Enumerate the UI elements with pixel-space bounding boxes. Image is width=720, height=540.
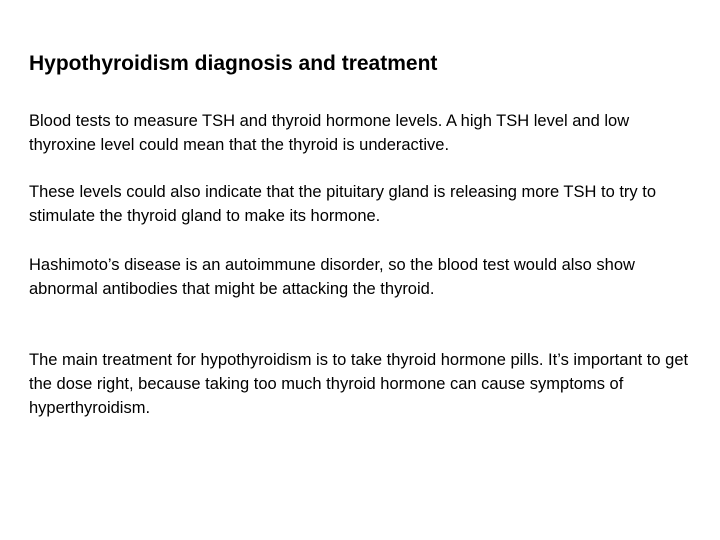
paragraph-blood-tests: Blood tests to measure TSH and thyroid hormone levels. A high TSH level and low thyroxine level could mean that the thyroid is underactive. (29, 112, 630, 154)
paragraph-hashimoto: Hashimoto’s disease is an autoimmune disorder, so the blood test would also show abnormal antibodies that might be attacking the thyroid. (29, 256, 635, 298)
slide-title: Hypothyroidism diagnosis and treatment (29, 52, 438, 75)
paragraph-pituitary: These levels could also indicate that the pituitary gland is releasing more TSH to try to stimulate the thyroid gland to make its hormone. (29, 183, 657, 225)
paragraph-treatment: The main treatment for hypothyroidism is to take thyroid hormone pills. It’s important to get the dose right, because taking too much thyroid hormone can cause symptoms of hyperthyroidism. (29, 351, 689, 417)
